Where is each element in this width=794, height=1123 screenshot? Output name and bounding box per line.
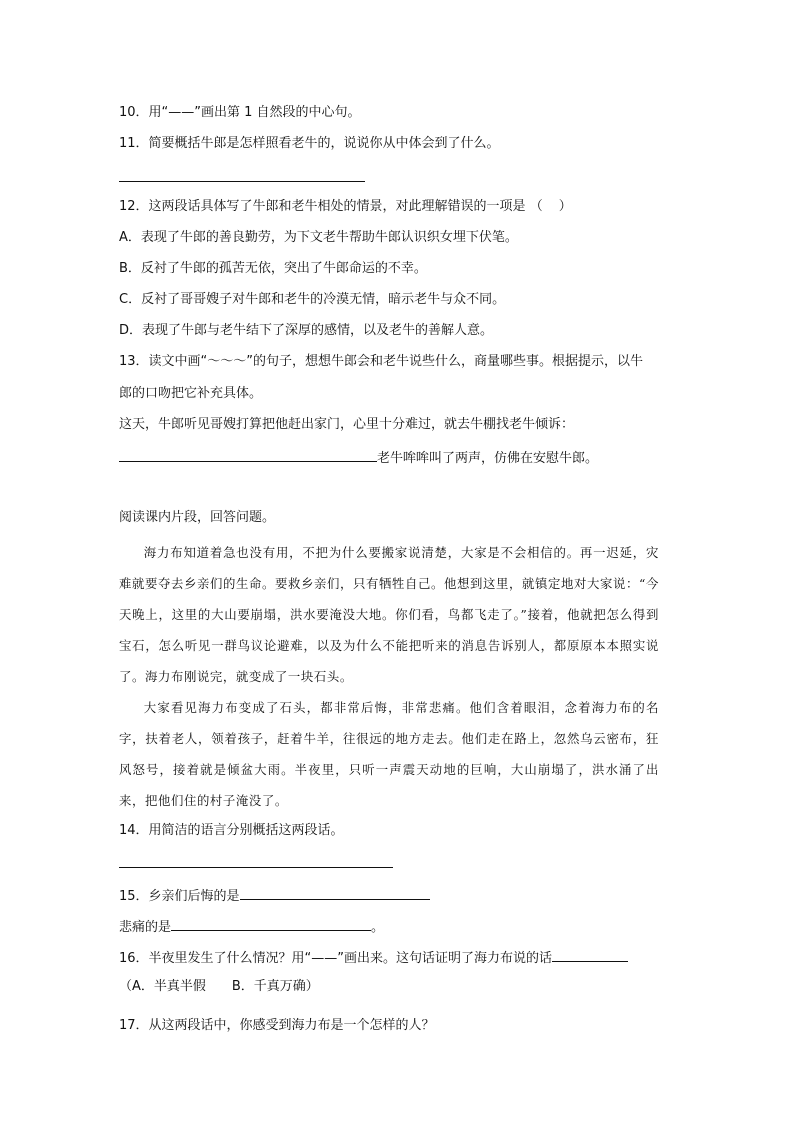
question-14: 14．用简洁的语言分别概括这两段话。 [119,823,344,838]
answer-line-11[interactable] [119,181,365,182]
option-12-d: D．表现了牛郎与老牛结下了深厚的感情，以及老牛的善解人意。 [119,323,494,338]
answer-blank-13[interactable] [119,447,377,462]
bracket-open: （ [529,199,543,214]
answer-blank-15-a[interactable] [240,885,430,900]
answer-blank-15-b[interactable] [171,916,371,931]
passage-paragraph-1: 海力布知道着急也没有用，不把为什么要搬家说清楚，大家是不会相信的。再一迟延，灾难就要夺去乡亲们的生命。要救乡亲们，只有牺牲自己。他想到这里，就镇定地对大家说：“今天晚上，这里的大山要崩塌，洪水要淹没大地。你们看，鸟都飞走了。”接着，他就把怎么得到宝石，怎么听见一群鸟议论避难，以及为什么不能把听来的消息告诉别人，都原原本本照实说了。海力布刚说完，就变成了一块石头。 [119,545,659,684]
question-12-text: 12．这两段话具体写了牛郎和老牛相处的情景，对此理解错误的一项是 [119,199,526,214]
question-17: 17．从这两段话中，你感受到海力布是一个怎样的人？ [119,1018,435,1033]
bracket-close: ） [558,199,572,214]
question-12 [119,198,572,216]
question-11: 11．简要概括牛郎是怎样照看老牛的，说说你从中体会到了什么。 [119,136,500,151]
question-15-a-text: 15．乡亲们后悔的是 [119,889,240,904]
question-13-line-1: 13．读文中画“～～～”的句子，想想牛郎会和老牛说些什么，商量哪些事。根据提示，以牛 [119,354,644,369]
question-16 [119,947,628,968]
question-15-a [119,885,430,906]
option-12-a: A．表现了牛郎的善良勤劳，为下文老牛帮助牛郎认识织女埋下伏笔。 [119,230,518,245]
option-12-c: C．反衬了哥哥嫂子对牛郎和老牛的冷漠无情，暗示老牛与众不同。 [119,292,506,307]
answer-bracket-12[interactable] [529,198,572,216]
passage-paragraph-2: 大家看见海力布变成了石头，都非常后悔，非常悲痛。他们含着眼泪，念着海力布的名字，扶着老人，领着孩子，赶着牛羊，往很远的地方走去。他们走在路上，忽然乌云密布，狂风怒号，接着就是倾盆大雨。半夜里，只听一声震天动地的巨响，大山崩塌了，洪水涌了出来，把他们住的村子淹没了。 [119,700,659,808]
question-15-b [119,916,384,937]
question-16-options: （A．半真半假 B．千真万确） [119,979,319,994]
question-13-line-4-tail: 老牛哞哞叫了两声，仿佛在安慰牛郎。 [377,451,599,466]
answer-blank-16[interactable] [552,947,628,962]
option-12-b: B．反衬了牛郎的孤苦无依，突出了牛郎命运的不幸。 [119,261,427,276]
question-13-line-3: 这天，牛郎听见哥嫂打算把他赶出家门，心里十分难过，就去牛棚找老牛倾诉： [119,417,575,432]
question-13-line-4 [119,447,598,468]
question-15-b-text: 悲痛的是 [119,920,172,935]
question-15-b-end: 。 [371,920,385,935]
question-13-line-2: 郎的口吻把它补充具体。 [119,386,263,401]
question-10: 10．用“——”画出第 1 自然段的中心句。 [119,105,361,120]
section-intro: 阅读课内片段，回答问题。 [119,510,276,525]
question-16-text: 16．半夜里发生了什么情况？用“——”画出来。这句话证明了海力布说的话 [119,951,553,966]
answer-line-14[interactable] [119,867,393,868]
